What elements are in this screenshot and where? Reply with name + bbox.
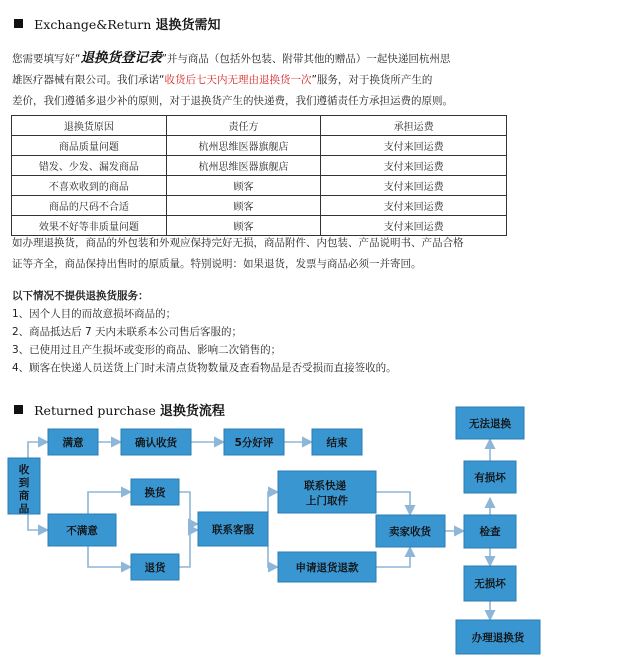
flow-node-rate	[224, 429, 284, 455]
flow-node-label: 结束	[326, 437, 348, 449]
intro-line-3: 差价，我们遵循多退少补的原则，对于退换货产生的快递费，我们遵循责任方承担运费的原则。	[12, 95, 453, 107]
flow-node-process	[456, 620, 540, 654]
table-cell: 不喜欢收到的商品	[12, 176, 167, 196]
flow-node-inspect	[464, 515, 516, 548]
section-title-en: Exchange&Return	[34, 17, 152, 32]
table-cell: 支付来回运费	[321, 136, 507, 156]
flow-node-received	[8, 458, 40, 515]
flow-node-label: 卖家收货	[389, 526, 431, 538]
no-return-item: 1、因个人目的而故意损坏商品的；	[12, 308, 177, 320]
connector	[179, 492, 198, 524]
section-title-cn: 退换货流程	[159, 404, 225, 419]
flow-node-label: 不满意	[66, 525, 98, 537]
no-return-item: 4、顾客在快递人员送货上门时未清点货物数量及查看物品是否受损而直接签收的。	[12, 362, 397, 374]
flow-node-confirm	[121, 429, 191, 455]
flow-node-seller-receive	[376, 515, 445, 547]
registration-form-name: 退换货登记表	[80, 50, 162, 66]
table-cell: 效果不好等非质量问题	[12, 216, 167, 236]
table-cell: 顾客	[166, 216, 321, 236]
table-cell: 杭州思维医器旗舰店	[166, 156, 321, 176]
connector	[376, 492, 410, 515]
connector	[88, 546, 131, 567]
flow-node-label: 无法退换	[469, 418, 511, 430]
table-cell: 商品质量问题	[12, 136, 167, 156]
flow-node-exchange	[131, 479, 179, 505]
flow-node-undamaged	[464, 566, 516, 601]
flow-node-label: 换货	[144, 487, 166, 499]
flow-node-contact-cs	[198, 512, 268, 546]
intro-text: 您需要填写好“	[12, 53, 81, 65]
connector	[28, 442, 48, 458]
flow-node-return	[131, 554, 179, 580]
table-cell: 支付来回运费	[321, 196, 507, 216]
table-cell: 错发、少发、漏发商品	[12, 156, 167, 176]
note-line-1: 如办理退换货，商品的外包装和外观应保持完好无损，商品附件、内包装、产品说明书、产品合格	[12, 237, 464, 249]
table-cell: 顾客	[166, 176, 321, 196]
flow-node-label: 满意	[62, 437, 84, 449]
table-cell: 商品的尺码不合适	[12, 196, 167, 216]
flow-node-label: 联系客服	[212, 524, 254, 536]
flow-node-label: 收到商品	[18, 464, 30, 515]
flow-node-label: 退货	[144, 562, 166, 574]
connector	[28, 514, 48, 530]
no-return-title: 以下情况不提供退换货服务：	[12, 290, 149, 302]
connector	[268, 546, 278, 567]
table-header-cell: 退换货原因	[12, 116, 167, 136]
intro-text: 雄医疗器械有限公司。我们承诺“	[12, 74, 165, 86]
flow-node-label: 无损坏	[474, 578, 506, 590]
connector	[179, 530, 198, 567]
no-return-item: 2、商品抵达后 7 天内未联系本公司售后客服的；	[12, 326, 243, 338]
flow-node-label: 5分好评	[234, 437, 274, 449]
flow-node-label-line: 联系快递	[304, 480, 347, 492]
no-return-item: 3、已使用过且产生损坏或变形的商品、影响二次销售的；	[12, 344, 282, 356]
flow-node-label: 申请退货退款	[295, 562, 359, 574]
flow-node-apply-refund	[278, 552, 376, 582]
intro-text: ”并与商品（包括外包装、附带其他的赠品）一起快递回杭州思	[161, 53, 451, 65]
flow-node-label: 确认收货	[135, 437, 177, 449]
flow-node-label: 检查	[479, 526, 501, 538]
section-title-cn: 退换货需知	[155, 18, 221, 33]
connector	[88, 492, 131, 514]
table-cell: 杭州思维医器旗舰店	[166, 136, 321, 156]
table-cell: 顾客	[166, 196, 321, 216]
connector	[268, 492, 278, 512]
flow-node-courier-pickup	[278, 471, 376, 513]
seven-day-promise: 收货后七天内无理由退换货一次	[164, 74, 312, 86]
flow-node-satisfied	[48, 429, 98, 455]
flow-node-damaged	[464, 461, 516, 493]
connector	[376, 547, 410, 567]
flow-node-label-line: 上门取件	[306, 495, 348, 507]
flow-node-unsatisfied	[48, 514, 116, 546]
table-header-cell: 责任方	[166, 116, 321, 136]
flow-node-label: 有损坏	[474, 472, 506, 484]
table-cell: 支付来回运费	[321, 156, 507, 176]
note-line-2: 证等齐全，商品保持出售时的原质量。特别说明：如果退货，发票与商品必须一并寄回。	[12, 258, 422, 270]
flow-node-label: 办理退换货	[471, 632, 525, 644]
section-title-en: Returned purchase	[34, 403, 156, 418]
table-cell: 支付来回运费	[321, 176, 507, 196]
table-cell: 支付来回运费	[321, 216, 507, 236]
intro-text: ”服务，对于换货所产生的	[311, 74, 433, 86]
table-header-cell: 承担运费	[321, 116, 507, 136]
flow-node-cannot	[456, 407, 524, 439]
flow-node-end	[312, 429, 362, 455]
